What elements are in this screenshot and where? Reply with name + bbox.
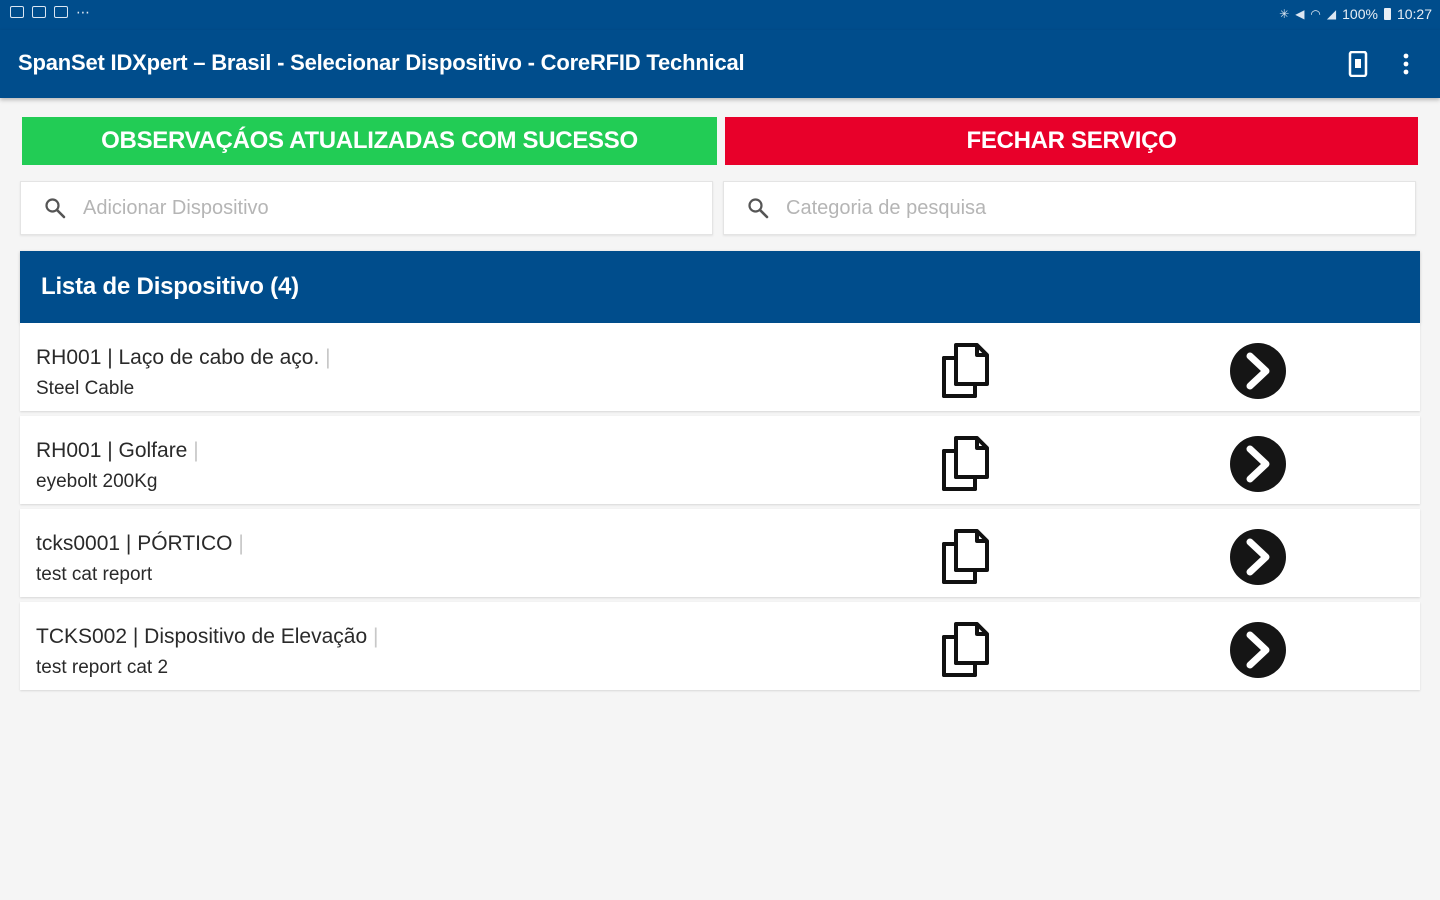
more-notifications-icon: ⋯: [76, 4, 91, 20]
close-service-button[interactable]: FECHAR SERVIÇO: [725, 117, 1418, 165]
device-title: [36, 346, 331, 370]
device-category: test cat report: [36, 564, 153, 585]
device-title: [36, 532, 244, 556]
separator: |: [101, 346, 119, 369]
chevron-right-circle-icon: [1229, 621, 1287, 679]
more-options-button[interactable]: [1390, 48, 1422, 80]
trailing-separator: |: [232, 532, 244, 555]
status-bar: [0, 0, 1440, 30]
bluetooth-icon: ✳: [1279, 7, 1290, 21]
app-bar: [0, 30, 1440, 98]
copy-device-button[interactable]: [937, 528, 991, 586]
list-item[interactable]: [20, 509, 1420, 597]
notification-icon: [54, 6, 68, 18]
open-device-button[interactable]: [1229, 342, 1287, 400]
category-search-input[interactable]: [786, 197, 1346, 220]
list-item[interactable]: [20, 602, 1420, 690]
separator: |: [127, 625, 145, 648]
device-title: [36, 439, 199, 463]
device-category: test report cat 2: [36, 657, 169, 678]
device-name: PÓRTICO: [137, 532, 233, 555]
trailing-separator: |: [187, 439, 199, 462]
device-name: Golfare: [118, 439, 188, 462]
wifi-icon: ◠: [1310, 7, 1321, 21]
device-category: eyebolt 200Kg: [36, 471, 158, 492]
copy-device-button[interactable]: [937, 435, 991, 493]
device-icon: [1347, 51, 1369, 77]
device-id: TCKS002: [36, 625, 128, 648]
clock: 10:27: [1396, 6, 1432, 22]
open-device-button[interactable]: [1229, 435, 1287, 493]
search-icon: [43, 196, 67, 220]
separator: |: [101, 439, 119, 462]
trailing-separator: |: [319, 346, 331, 369]
page-title: SpanSet IDXpert – Brasil - Selecionar Dispositivo - CoreRFID Technical: [18, 50, 745, 75]
device-button[interactable]: [1342, 48, 1374, 80]
device-list: [20, 251, 1420, 690]
add-device-search: [20, 181, 713, 235]
device-title: [36, 625, 378, 649]
chevron-right-circle-icon: [1229, 342, 1287, 400]
copy-device-button[interactable]: [937, 621, 991, 679]
chevron-right-circle-icon: [1229, 528, 1287, 586]
device-id: RH001: [36, 439, 102, 462]
add-device-input[interactable]: [83, 197, 643, 220]
sim-icon: [32, 6, 46, 18]
device-id: RH001: [36, 346, 102, 369]
battery-icon: [1384, 8, 1391, 20]
copy-icon: [937, 621, 991, 679]
copy-device-button[interactable]: [937, 342, 991, 400]
gallery-icon: [10, 6, 24, 18]
empty-area: [0, 700, 1440, 900]
list-item[interactable]: [20, 323, 1420, 411]
copy-icon: [937, 342, 991, 400]
device-id: tcks0001: [36, 532, 121, 555]
more-vert-icon: [1402, 52, 1410, 76]
mute-icon: ◀: [1295, 7, 1305, 21]
trailing-separator: |: [367, 625, 379, 648]
chevron-right-circle-icon: [1229, 435, 1287, 493]
separator: |: [120, 532, 138, 555]
device-list-title: Lista de Dispositivo (4): [41, 273, 299, 300]
status-bar-system: [1279, 6, 1432, 22]
category-search: [723, 181, 1416, 235]
battery-percent: 100%: [1342, 6, 1378, 22]
device-category: Steel Cable: [36, 378, 135, 399]
device-name: Dispositivo de Elevação: [144, 625, 368, 648]
action-bar: [22, 117, 1418, 165]
list-item[interactable]: [20, 416, 1420, 504]
observations-updated-button[interactable]: OBSERVAÇÁOS ATUALIZADAS COM SUCESSO: [22, 117, 717, 165]
copy-icon: [937, 435, 991, 493]
device-name: Laço de cabo de aço.: [118, 346, 320, 369]
status-bar-notifications: [10, 6, 91, 18]
copy-icon: [937, 528, 991, 586]
open-device-button[interactable]: [1229, 528, 1287, 586]
signal-icon: ◢: [1326, 7, 1337, 21]
open-device-button[interactable]: [1229, 621, 1287, 679]
search-icon: [746, 196, 770, 220]
device-list-header: [20, 251, 1420, 323]
